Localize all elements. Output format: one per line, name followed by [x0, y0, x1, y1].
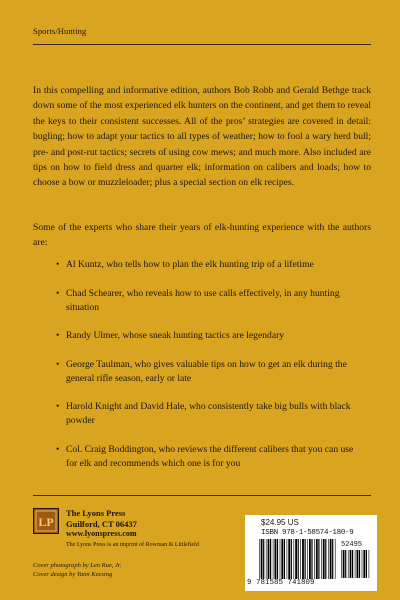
barcode-bar: [343, 550, 345, 578]
barcode-bar: [363, 550, 365, 578]
addon-number: 52495: [341, 541, 363, 549]
barcode-bar: [275, 539, 277, 579]
list-item: [56, 287, 356, 315]
publisher-name: The Lyons Press: [66, 508, 126, 518]
barcode-bar: [259, 539, 260, 579]
experts-lead-paragraph: Some of the experts who share their years of elk-hunting experience with the authors are:: [33, 222, 371, 248]
barcode-bar: [325, 539, 326, 579]
intro-paragraph: In this compelling and informative edition, authors Bob Robb and Gerald Bethge track down some of the most experienced elk hunters on the continent, and get them to reveal the keys to their consistent successes. All of the pros’ strategies are covered in detail: bugling; how to adapt your tactics to all types of weather; how to fool a wary herd bull; pre- and post-rut tactics; secrets of using cow mews; and much more. Also included are tips on how to field dress and quarter elk; information on calibers and loads; how to choose a bow or muzzleloader; plus a special section on elk recipes.: [33, 85, 371, 189]
barcode-bar: [362, 550, 363, 578]
barcode-bar: [328, 539, 329, 579]
barcode-bar: [332, 539, 333, 579]
barcode-bar: [307, 539, 308, 579]
barcode-bar: [321, 539, 322, 579]
expert-text: Col. Craig Boddington, who reviews the different calibers that you can use for elk and recommends which one is for you: [66, 443, 354, 469]
barcode-bar: [352, 550, 353, 578]
photo-credit: Cover photograph by Len Rue, Jr.: [33, 562, 122, 569]
addon-barcode-icon: [341, 550, 373, 586]
barcode-bar: [291, 539, 292, 579]
barcode-bar: [348, 550, 349, 578]
barcode-bar: [261, 539, 263, 579]
barcode-bar: [302, 539, 304, 579]
barcode-bar: [273, 539, 274, 579]
publisher-logo-icon: [33, 508, 59, 534]
barcode-bar: [298, 539, 299, 579]
bullet-icon: •: [56, 443, 60, 455]
barcode-bar: [284, 539, 285, 579]
bullet-icon: •: [56, 358, 60, 370]
barcode-bar: [335, 539, 336, 579]
bullet-icon: •: [56, 259, 60, 270]
list-item: [56, 358, 356, 386]
barcode-bar: [366, 550, 367, 578]
ean-barcode-icon: [259, 539, 337, 579]
barcode-bar: [294, 539, 295, 579]
expert-text: Al Kuntz, who tells how to plan the elk hunting trip of a lifetime: [66, 259, 314, 270]
barcode-bar: [314, 539, 315, 579]
expert-text: Randy Ulmer, whose sneak hunting tactics are legendary: [66, 330, 285, 341]
expert-text: George Taulman, who gives valuable tips on how to get an elk during the general rifle season, early or late: [66, 358, 347, 384]
barcode-bar: [345, 550, 346, 578]
svg-text:LP: LP: [38, 515, 54, 529]
publisher-imprint: The Lyons Press is an imprint of Rowman & Littlefield: [66, 541, 199, 548]
design-credit: Cover design by Yann Keesing: [33, 571, 113, 578]
isbn-label: ISBN 978-1-58574-180-9: [261, 529, 354, 537]
barcode-bar: [300, 539, 301, 579]
barcode-bar: [309, 539, 311, 579]
barcode-bar: [295, 539, 297, 579]
bullet-icon: •: [56, 287, 60, 299]
barcode-bar: [330, 539, 332, 579]
list-item: [56, 400, 356, 428]
top-divider: [33, 44, 371, 45]
expert-text: Chad Schearer, who reveals how to use calls effectively, in any hunting situation: [66, 287, 340, 313]
barcode-bar: [355, 550, 356, 578]
barcode-bar: [311, 539, 312, 579]
barcode-bar: [316, 539, 318, 579]
barcode-bar: [350, 550, 352, 578]
bottom-divider: [33, 495, 371, 496]
barcode-bar: [263, 539, 264, 579]
barcode-panel: [245, 515, 377, 591]
publisher-website: www.lyonspress.com: [66, 529, 137, 538]
price-label: $24.95 US: [261, 518, 299, 527]
publisher-block: [66, 508, 216, 550]
list-item: [56, 258, 356, 272]
list-item: [56, 329, 356, 343]
barcode-bar: [341, 550, 342, 578]
barcode-bar: [270, 539, 271, 579]
bullet-icon: •: [56, 401, 60, 412]
category-label: Sports/Hunting: [33, 26, 87, 36]
experts-list: [56, 258, 356, 485]
ean-number: 9 781585 741809: [247, 579, 315, 587]
expert-text: Harold Knight and David Hale, who consistently take big bulls with black powder: [66, 401, 351, 426]
bullet-icon: •: [56, 330, 60, 341]
barcode-bar: [280, 539, 281, 579]
barcode-bar: [359, 550, 360, 578]
barcode-bar: [318, 539, 319, 579]
barcode-bar: [287, 539, 288, 579]
barcode-bar: [357, 550, 359, 578]
barcode-bar: [369, 550, 370, 578]
barcode-bar: [305, 539, 306, 579]
barcode-bar: [281, 539, 283, 579]
cover-credits: [33, 561, 121, 579]
barcode-bar: [266, 539, 267, 579]
barcode-bar: [288, 539, 290, 579]
barcode-bar: [268, 539, 270, 579]
list-item: [56, 443, 356, 471]
barcode-bar: [323, 539, 325, 579]
publisher-city: Guilford, CT 06437: [66, 518, 137, 529]
barcode-bar: [277, 539, 278, 579]
